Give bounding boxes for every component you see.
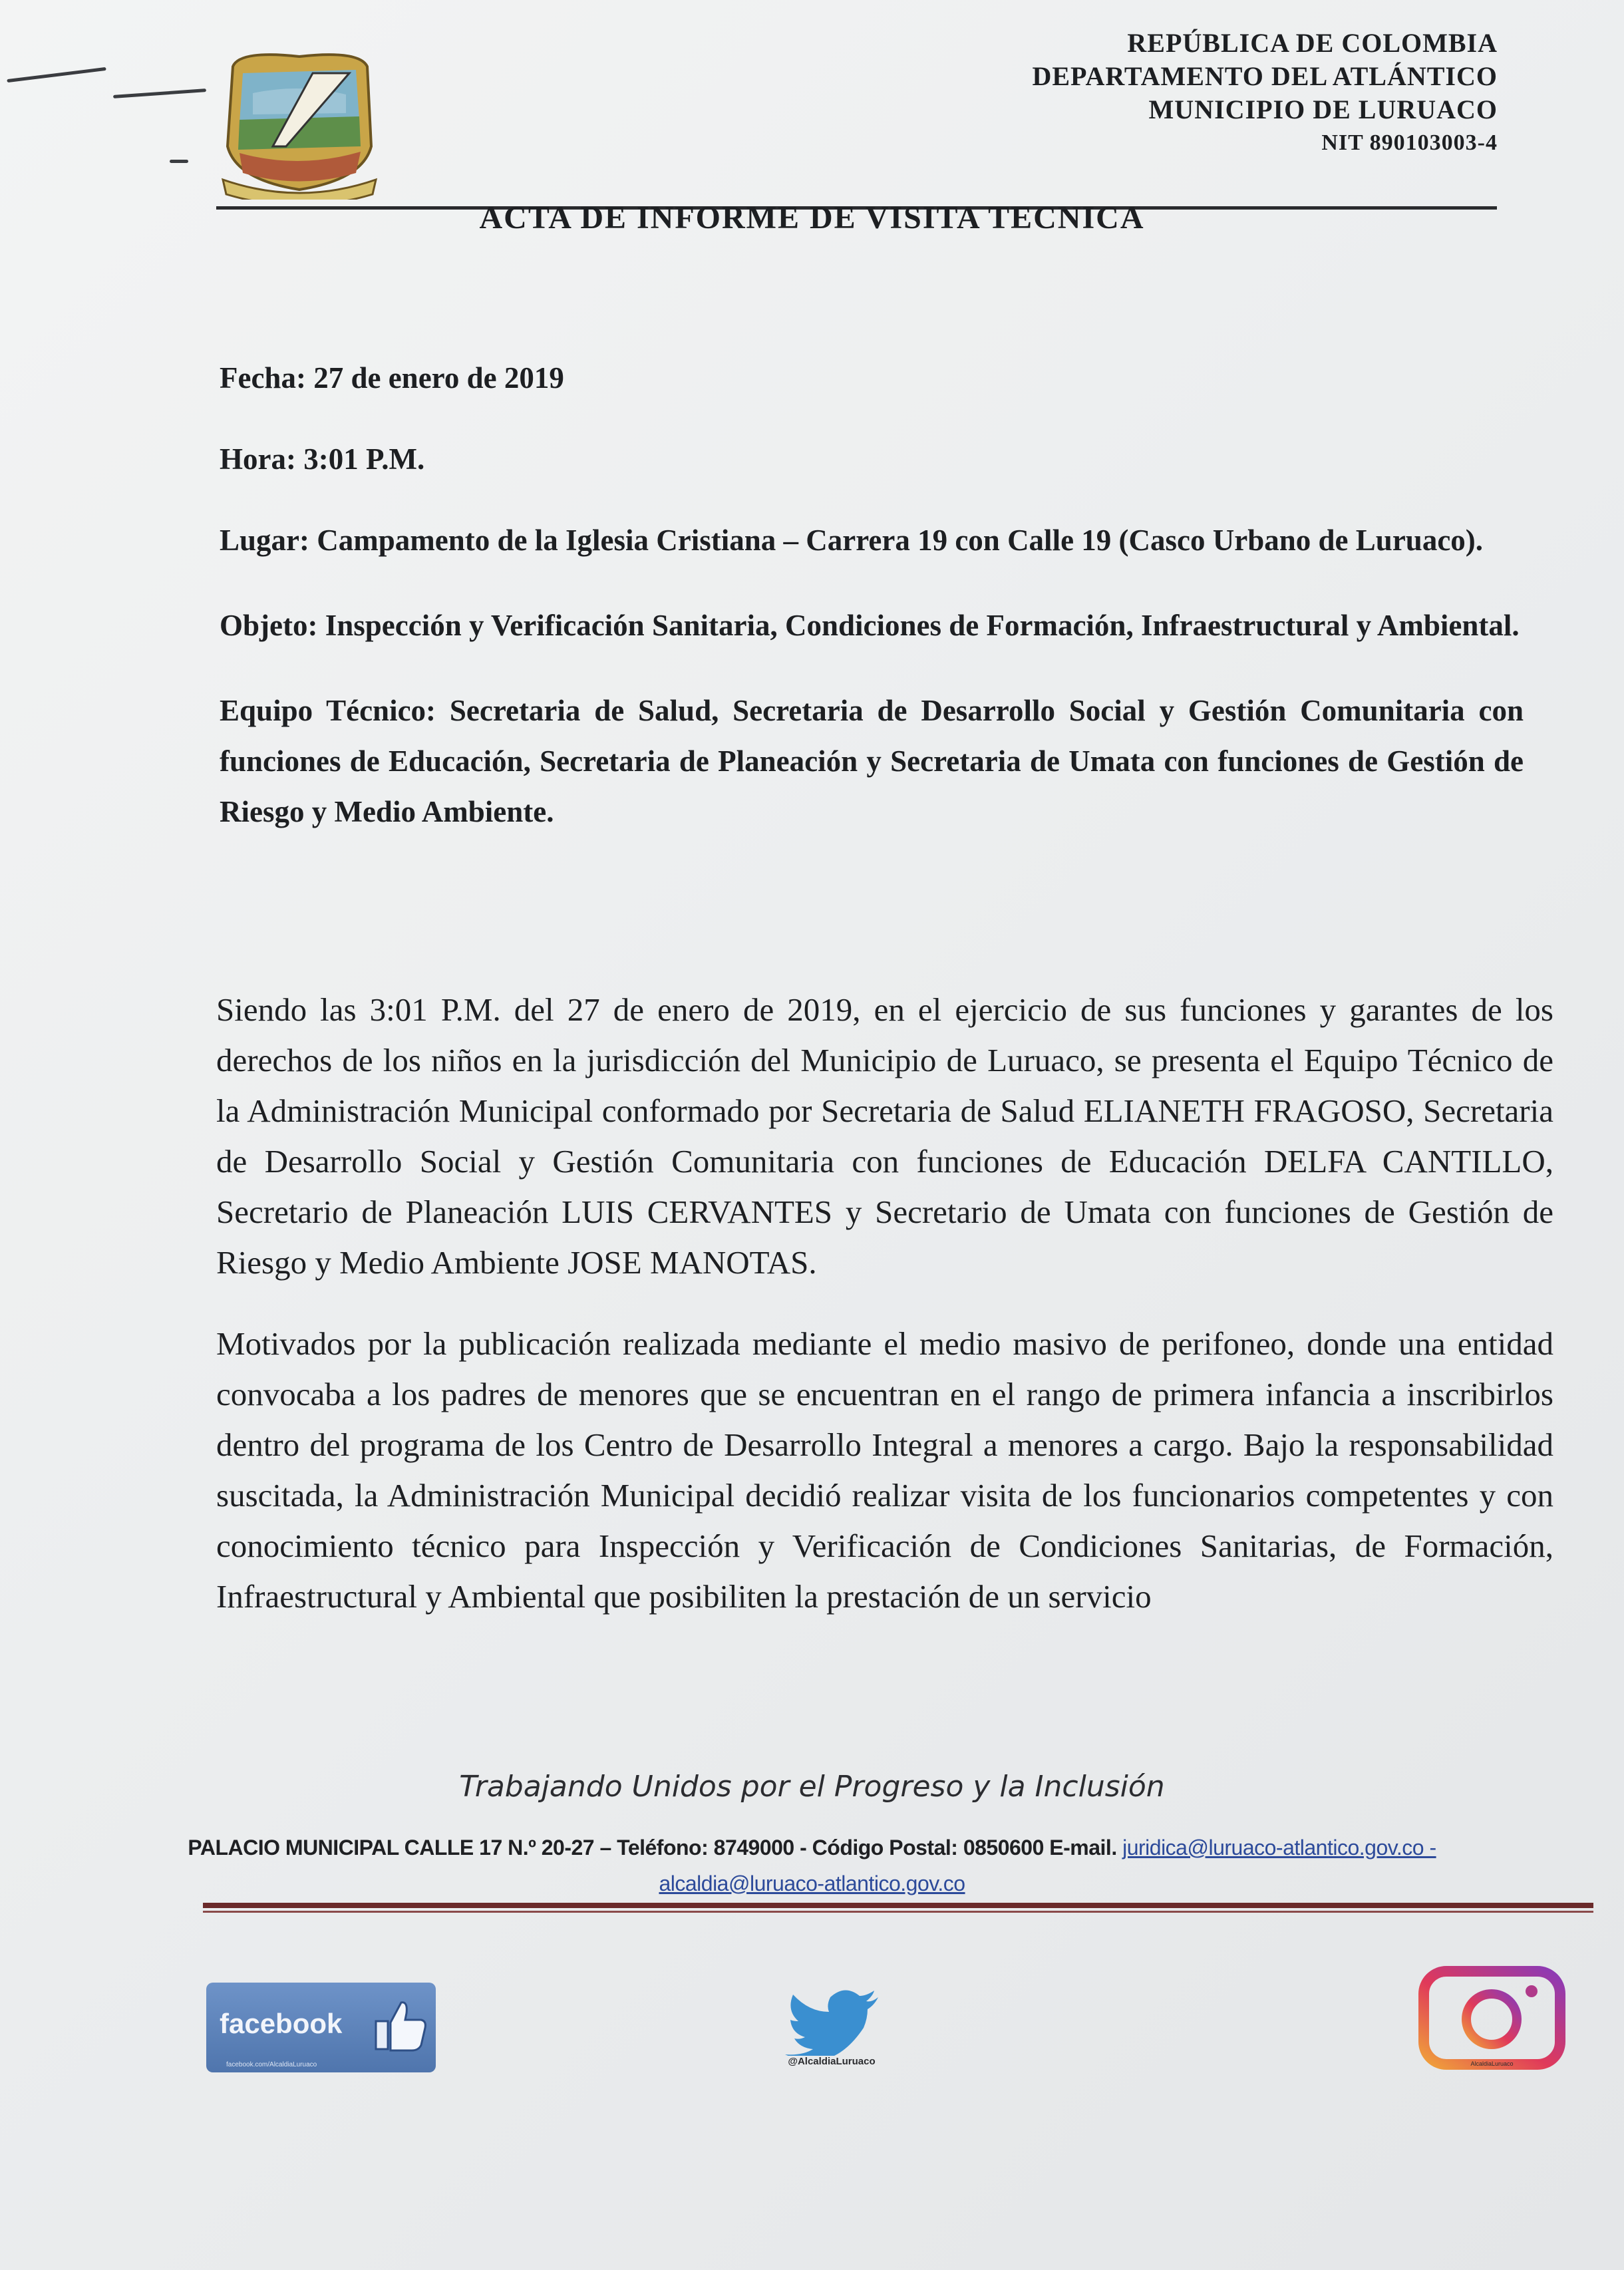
facebook-url: facebook.com/AlcaldiaLuruaco xyxy=(226,2061,317,2068)
meta-objeto: Objeto: Inspección y Verificación Sanitaria, Condiciones de Formación, Infraestructural y Ambiental. xyxy=(220,609,1520,642)
document-title: ACTA DE INFORME DE VISITA TECNICA xyxy=(479,200,1145,236)
footer-rule xyxy=(203,1903,1593,1908)
header-municipality: MUNICIPIO DE LURUACO xyxy=(1148,94,1498,124)
thumbs-up-icon xyxy=(369,1995,429,2054)
instagram-badge xyxy=(1417,1966,1567,2106)
pen-mark xyxy=(170,160,188,163)
report-body xyxy=(216,985,1553,1653)
visit-metadata xyxy=(220,353,1524,872)
twitter-handle: @AlcaldiaLuruaco xyxy=(788,2056,876,2067)
meta-lugar: Lugar: Campamento de la Iglesia Cristiana – Carrera 19 con Calle 19 (Casco Urbano de Luruaco). xyxy=(220,524,1484,557)
municipal-coat-of-arms-icon xyxy=(213,47,386,200)
header-department: DEPARTAMENTO DEL ATLÁNTICO xyxy=(1032,61,1498,91)
footer-rule-thin xyxy=(203,1911,1593,1913)
footer-email-alcaldia[interactable]: alcaldia@luruaco-atlantico.gov.co xyxy=(659,1871,965,1895)
footer-address: PALACIO MUNICIPAL CALLE 17 N.º 20-27 – Teléfono: 8749000 - Código Postal: 0850600 E-mail. xyxy=(188,1836,1117,1860)
meta-fecha: Fecha: 27 de enero de 2019 xyxy=(220,361,564,395)
twitter-badge xyxy=(765,1983,898,2089)
body-paragraph: Motivados por la publicación realizada mediante el medio masivo de perifoneo, donde una entidad convocaba a los padres de menores que se encuentran en el rango de primera infancia a inscribirlos dentro del programa de los Centro de Desarrollo Integral a menores a cargo. Bajo la responsabilidad suscitada, la Administración Municipal decidió realizar visita de los funcionarios competentes y con conocimiento técnico para Inspección y Verificación de Condiciones Sanitarias, de Formación, Infraestructural y Ambiental que posibiliten la prestación de un servicio xyxy=(216,1325,1553,1615)
pen-mark xyxy=(7,67,106,82)
instagram-icon xyxy=(1417,1966,1567,2072)
issuer-header xyxy=(899,27,1498,160)
instagram-handle: AlcaldiaLuruaco xyxy=(1470,2060,1514,2067)
body-paragraph: Siendo las 3:01 P.M. del 27 de enero de 2019, en el ejercicio de sus funciones y garantes de los derechos de los niños en la jurisdicción del Municipio de Luruaco, se presenta el Equipo Técnico de la Administración Municipal conformado por Secretaria de Salud ELIANETH FRAGOSO, Secretaria de Desarrollo Social y Gestión Comunitaria con funciones de Educación DELFA CANTILLO, Secretario de Planeación LUIS CERVANTES y Secretario de Umata con funciones de Gestión de Riesgo y Medio Ambiente JOSE MANOTAS. xyxy=(216,991,1553,1281)
pen-mark xyxy=(113,88,206,98)
facebook-label: facebook xyxy=(220,2008,343,2039)
footer-email-juridica[interactable]: juridica@luruaco-atlantico.gov.co - xyxy=(1122,1836,1436,1860)
footer-address-block xyxy=(0,1830,1624,1901)
header-country: REPÚBLICA DE COLOMBIA xyxy=(1127,28,1498,58)
header-nit: NIT 890103003-4 xyxy=(1321,130,1498,155)
meta-equipo: Equipo Técnico: Secretaria de Salud, Secretaria de Desarrollo Social y Gestión Comunitaria con funciones de Educación, Secretaria de Planeación y Secretaria de Umata con funciones de Gestión de Riesgo y Medio Ambiente. xyxy=(220,694,1524,828)
meta-hora: Hora: 3:01 P.M. xyxy=(220,442,425,476)
twitter-bird-icon xyxy=(765,1983,898,2056)
footer-slogan: Trabajando Unidos por el Progreso y la Inclusión xyxy=(459,1770,1165,1804)
facebook-badge xyxy=(206,1983,436,2072)
